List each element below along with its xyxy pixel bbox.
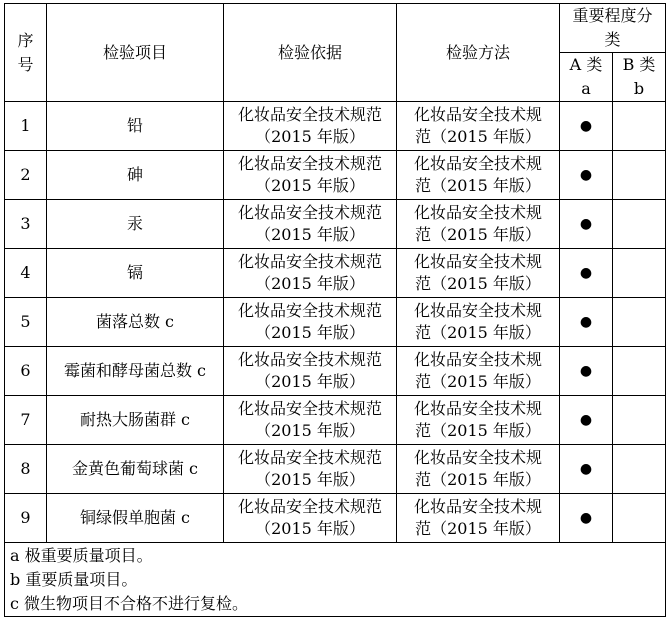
row-basis: 化妆品安全技术规范（2015 年版） <box>224 298 397 347</box>
header-class-a: A 类 a <box>560 53 613 102</box>
row-method: 化妆品安全技术规范（2015 年版） <box>397 200 560 249</box>
row-item: 铜绿假单胞菌 c <box>47 494 224 543</box>
row-class-b-mark <box>613 494 666 543</box>
header-method: 检验方法 <box>397 4 560 102</box>
table-row <box>5 445 666 494</box>
row-method: 化妆品安全技术规范（2015 年版） <box>397 298 560 347</box>
row-basis: 化妆品安全技术规范（2015 年版） <box>224 102 397 151</box>
row-item: 铅 <box>47 102 224 151</box>
row-class-b-mark <box>613 396 666 445</box>
header-basis: 检验依据 <box>224 4 397 102</box>
header-item: 检验项目 <box>47 4 224 102</box>
row-class-b-mark <box>613 445 666 494</box>
row-class-b-mark <box>613 102 666 151</box>
row-class-b-mark <box>613 347 666 396</box>
row-number: 6 <box>5 347 47 396</box>
row-class-a-mark: ● <box>560 445 613 494</box>
row-number: 7 <box>5 396 47 445</box>
row-class-b-mark <box>613 249 666 298</box>
row-class-a-mark: ● <box>560 200 613 249</box>
row-method: 化妆品安全技术规范（2015 年版） <box>397 249 560 298</box>
row-method: 化妆品安全技术规范（2015 年版） <box>397 347 560 396</box>
table-row <box>5 151 666 200</box>
table-row <box>5 494 666 543</box>
row-method: 化妆品安全技术规范（2015 年版） <box>397 494 560 543</box>
table-row <box>5 347 666 396</box>
row-method: 化妆品安全技术规范（2015 年版） <box>397 102 560 151</box>
header-importance: 重要程度分类 <box>560 4 666 53</box>
note-a: a 极重要质量项目。 <box>10 545 153 565</box>
row-method: 化妆品安全技术规范（2015 年版） <box>397 151 560 200</box>
inspection-table-container <box>4 3 665 617</box>
row-class-a-mark: ● <box>560 249 613 298</box>
table-body <box>5 102 666 543</box>
row-class-b-mark <box>613 298 666 347</box>
table-row <box>5 200 666 249</box>
row-number: 9 <box>5 494 47 543</box>
row-class-a-mark: ● <box>560 298 613 347</box>
row-item: 金黄色葡萄球菌 c <box>47 445 224 494</box>
row-class-a-mark: ● <box>560 494 613 543</box>
table-row <box>5 396 666 445</box>
row-number: 8 <box>5 445 47 494</box>
row-class-a-mark: ● <box>560 102 613 151</box>
row-item: 汞 <box>47 200 224 249</box>
row-number: 3 <box>5 200 47 249</box>
row-item: 菌落总数 c <box>47 298 224 347</box>
row-basis: 化妆品安全技术规范（2015 年版） <box>224 445 397 494</box>
row-item: 耐热大肠菌群 c <box>47 396 224 445</box>
row-item: 镉 <box>47 249 224 298</box>
row-class-b-mark <box>613 200 666 249</box>
note-b: b 重要质量项目。 <box>10 569 138 589</box>
row-number: 2 <box>5 151 47 200</box>
row-basis: 化妆品安全技术规范（2015 年版） <box>224 347 397 396</box>
row-number: 4 <box>5 249 47 298</box>
row-basis: 化妆品安全技术规范（2015 年版） <box>224 494 397 543</box>
table-row <box>5 298 666 347</box>
table-notes <box>5 543 666 617</box>
row-basis: 化妆品安全技术规范（2015 年版） <box>224 249 397 298</box>
row-basis: 化妆品安全技术规范（2015 年版） <box>224 200 397 249</box>
row-basis: 化妆品安全技术规范（2015 年版） <box>224 151 397 200</box>
row-class-a-mark: ● <box>560 151 613 200</box>
row-method: 化妆品安全技术规范（2015 年版） <box>397 396 560 445</box>
row-number: 5 <box>5 298 47 347</box>
row-item: 砷 <box>47 151 224 200</box>
row-class-a-mark: ● <box>560 347 613 396</box>
table-row <box>5 249 666 298</box>
row-basis: 化妆品安全技术规范（2015 年版） <box>224 396 397 445</box>
row-class-b-mark <box>613 151 666 200</box>
row-class-a-mark: ● <box>560 396 613 445</box>
row-number: 1 <box>5 102 47 151</box>
inspection-items-table <box>4 3 666 617</box>
row-item: 霉菌和酵母菌总数 c <box>47 347 224 396</box>
note-c: c 微生物项目不合格不进行复检。 <box>10 593 249 613</box>
row-method: 化妆品安全技术规范（2015 年版） <box>397 445 560 494</box>
table-row <box>5 102 666 151</box>
header-class-b: B 类 b <box>613 53 666 102</box>
header-no: 序号 <box>5 4 47 102</box>
